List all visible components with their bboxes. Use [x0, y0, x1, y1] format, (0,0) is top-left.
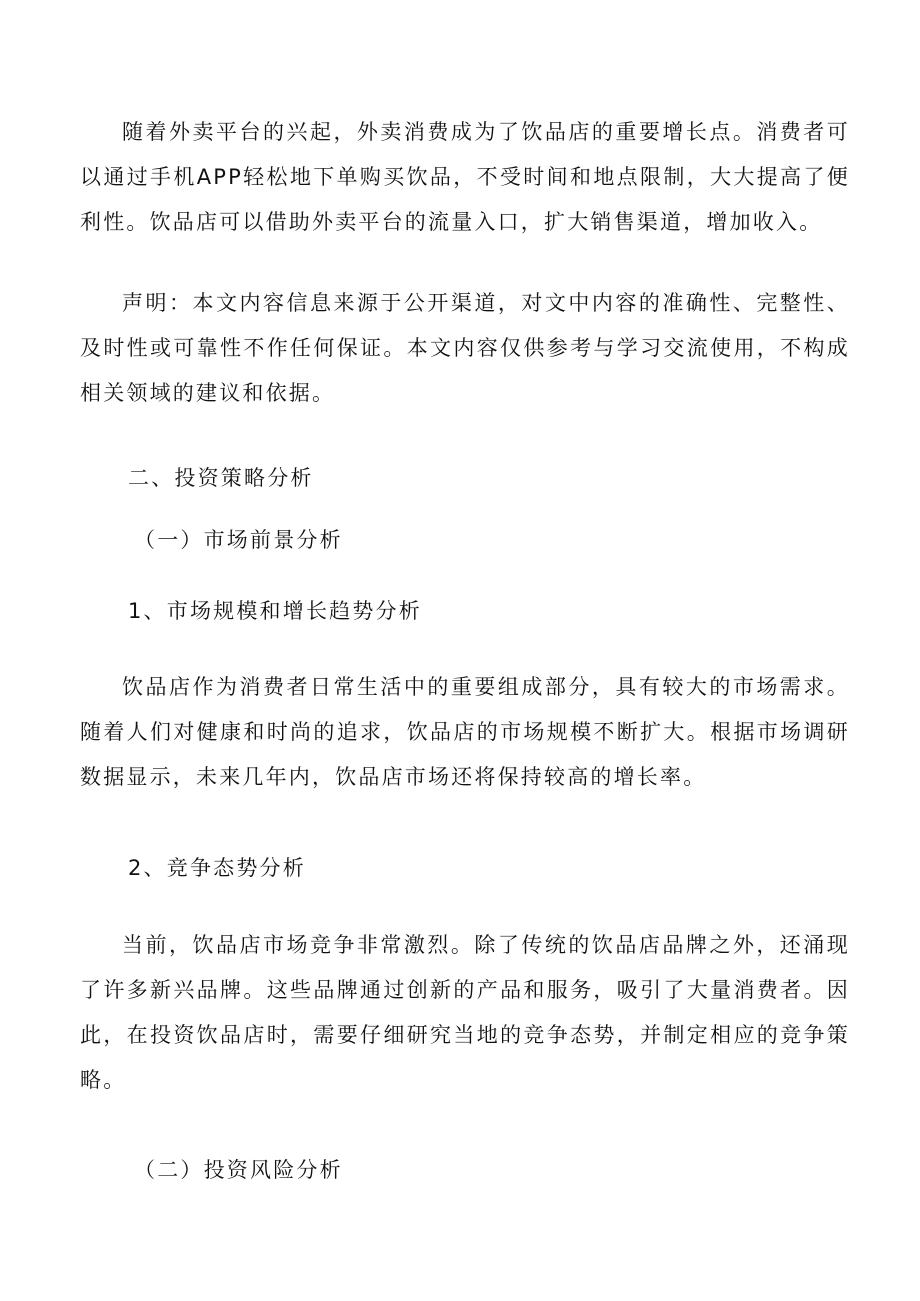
paragraph-takeout-growth: 随着外卖平台的兴起，外卖消费成为了饮品店的重要增长点。消费者可以通过手机APP轻松地下单购买饮品，不受时间和地点限制，大大提高了便利性。饮品店可以借助外卖平台的流量入口，扩大销售渠道，增加收入。 — [80, 120, 850, 234]
paragraph-market-size: 饮品店作为消费者日常生活中的重要组成部分，具有较大的市场需求。随着人们对健康和时尚的追求，饮品店的市场规模不断扩大。根据市场调研数据显示，未来几年内，饮品店市场还将保持较高的增长率。 — [80, 675, 850, 789]
subsection-heading-investment-risk: （二）投资风险分析 — [134, 1158, 343, 1182]
item-heading-market-size: 1、市场规模和增长趋势分析 — [128, 599, 422, 623]
item-heading-competition: 2、竞争态势分析 — [128, 856, 306, 880]
subsection-heading-market-outlook: （一）市场前景分析 — [134, 528, 343, 552]
paragraph-disclaimer: 声明：本文内容信息来源于公开渠道，对文中内容的准确性、完整性、及时性或可靠性不作任何保证。本文内容仅供参考与学习交流使用，不构成相关领域的建议和依据。 — [80, 291, 850, 405]
paragraph-competition: 当前，饮品店市场竞争非常激烈。除了传统的饮品店品牌之外，还涌现了许多新兴品牌。这些品牌通过创新的产品和服务，吸引了大量消费者。因此，在投资饮品店时，需要仔细研究当地的竞争态势，并制定相应的竞争策略。 — [80, 933, 850, 1092]
section-heading-investment-strategy: 二、投资策略分析 — [128, 466, 314, 490]
